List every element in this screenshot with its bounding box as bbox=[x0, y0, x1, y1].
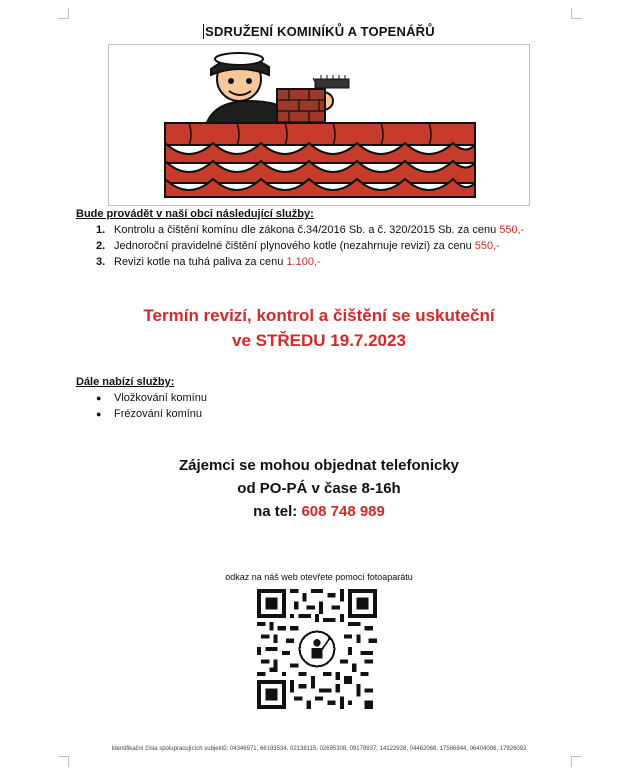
phone-number[interactable]: 608 748 989 bbox=[301, 503, 385, 520]
price: 1.100,- bbox=[286, 256, 321, 268]
crop-mark-top-right bbox=[571, 8, 582, 19]
list-item: 1. Kontrolu a čištění komínu dle zákona č.34/2016 Sb. a č. 320/2015 Sb. za cenu 550,- bbox=[96, 224, 525, 236]
crop-mark-bottom-right bbox=[571, 756, 582, 767]
contact-line-1: Zájemci se mohou objednat telefonicky bbox=[178, 457, 460, 474]
bullet-icon: ● bbox=[96, 393, 102, 403]
footer-ids: Identifikační čísla spolupracujících subjektů: 04346971, 66193534, 02138115, 02695308, 09178937, 14122928, 04462068, 17586844, 06404006, 17926092 bbox=[111, 746, 527, 752]
more-services-list bbox=[96, 390, 207, 422]
contact-block bbox=[0, 454, 638, 523]
text-cursor bbox=[203, 24, 204, 39]
contact-line-3: na tel: 608 748 989 bbox=[253, 503, 385, 520]
list-item: ● Frézování komínu bbox=[96, 408, 203, 420]
more-services-intro: Dále nabízí služby: bbox=[76, 376, 175, 388]
web-note: odkaz na náš web otevřete pomocí fotoaparátu bbox=[225, 572, 413, 582]
list-item: 2. Jednoroční pravidelné čištění plynového kotle (nezahrnuje revizi) za cenu 550,- bbox=[96, 240, 500, 252]
announcement-line-1: Termín revizí, kontrol a čištění se uskuteční bbox=[143, 306, 495, 325]
contact-line-2: od PO-PÁ v čase 8-16h bbox=[237, 480, 401, 497]
document-title: SDRUŽENÍ KOMINÍKŮ A TOPENÁŘŮ bbox=[205, 24, 435, 39]
price: 550,- bbox=[474, 240, 500, 252]
list-item: ● Vložkování komínu bbox=[96, 392, 207, 404]
crop-mark-bottom-left bbox=[58, 756, 69, 767]
chimney-sweep-drawing bbox=[109, 45, 529, 205]
chimney-sweep-illustration bbox=[108, 44, 530, 206]
qr-code[interactable] bbox=[257, 589, 377, 709]
services-list bbox=[96, 222, 524, 270]
announcement-line-2: ve STŘEDU 19.7.2023 bbox=[232, 331, 406, 350]
chimney-sweep-logo-icon bbox=[300, 632, 335, 667]
crop-mark-top-left bbox=[58, 8, 69, 19]
list-item: 3. Revizi kotle na tuhá paliva za cenu 1.100,- bbox=[96, 256, 321, 268]
price: 550,- bbox=[499, 224, 525, 236]
date-announcement bbox=[0, 303, 638, 353]
bullet-icon: ● bbox=[96, 409, 102, 419]
services-intro: Bude provádět v naší obci následující služby: bbox=[76, 208, 314, 220]
